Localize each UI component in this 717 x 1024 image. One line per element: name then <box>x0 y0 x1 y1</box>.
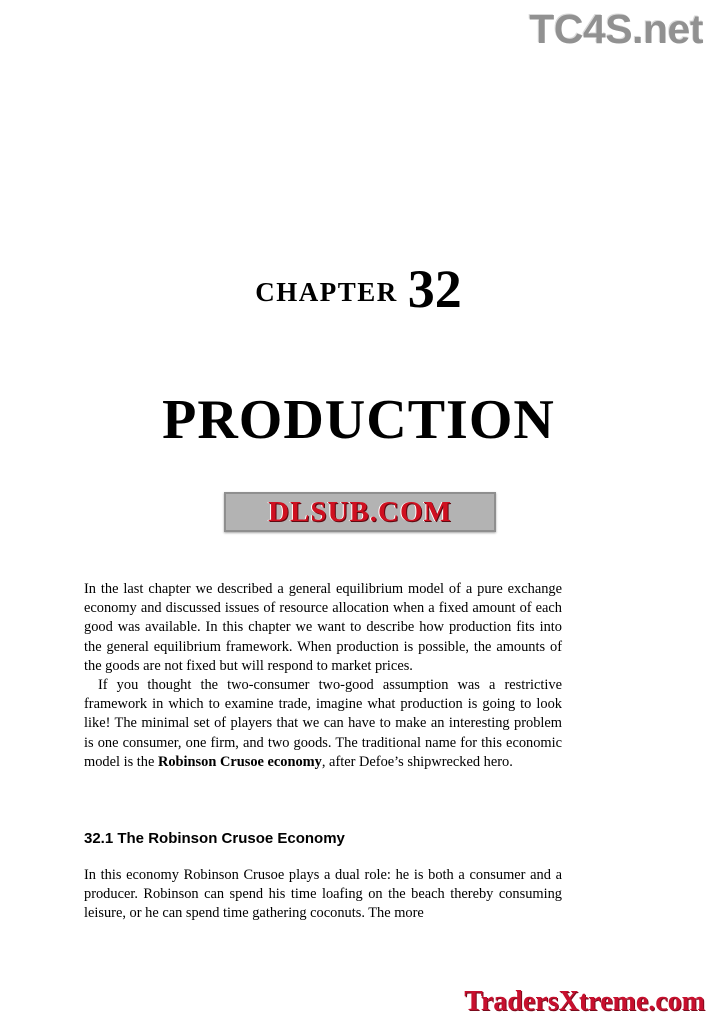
chapter-label: CHAPTER <box>255 277 398 307</box>
paragraph-2-text-end: , after Defoe’s shipwrecked hero. <box>321 753 513 770</box>
watermark-bottom-right: TradersXtreme.com <box>464 986 705 1017</box>
section-heading: 32.1 The Robinson Crusoe Economy <box>84 830 345 847</box>
paragraph-3: In this economy Robinson Crusoe plays a dual role: he is both a consumer and a producer. Robinson can spend his time loafing on the beach thereby consuming leisure, or he can spend time gathering coconuts. The more <box>84 867 562 922</box>
watermark-middle <box>224 492 496 532</box>
robinson-crusoe-economy-term: Robinson Crusoe economy <box>157 753 322 770</box>
page-title: PRODUCTION <box>162 389 555 451</box>
paragraph-1: In the last chapter we described a general equilibrium model of a pure exchange economy and discussed issues of resource allocation when a fixed amount of each good was available. In this chapter we want to describe how production fits into the general equilibrium framework. When production is possible, the amounts of the goods are not fixed but will respond to market prices. <box>84 581 562 674</box>
paragraph-2 <box>84 676 562 772</box>
chapter-heading <box>0 252 717 319</box>
chapter-number: 32 <box>407 259 462 319</box>
watermark-top-right: TC4S.net <box>529 6 703 52</box>
section-body <box>84 866 562 924</box>
watermark-middle-label: DLSUB.COM <box>268 495 452 528</box>
intro-body <box>84 580 562 772</box>
paragraph-2-text-start: If you thought the two-consumer two-good assumption was a restrictive framework in which to examine trade, imagine what production is going to look like! The minimal set of players that we can have to make an interesting problem is one consumer, one firm, and two goods. The traditional name for this economic model is the <box>84 677 562 770</box>
